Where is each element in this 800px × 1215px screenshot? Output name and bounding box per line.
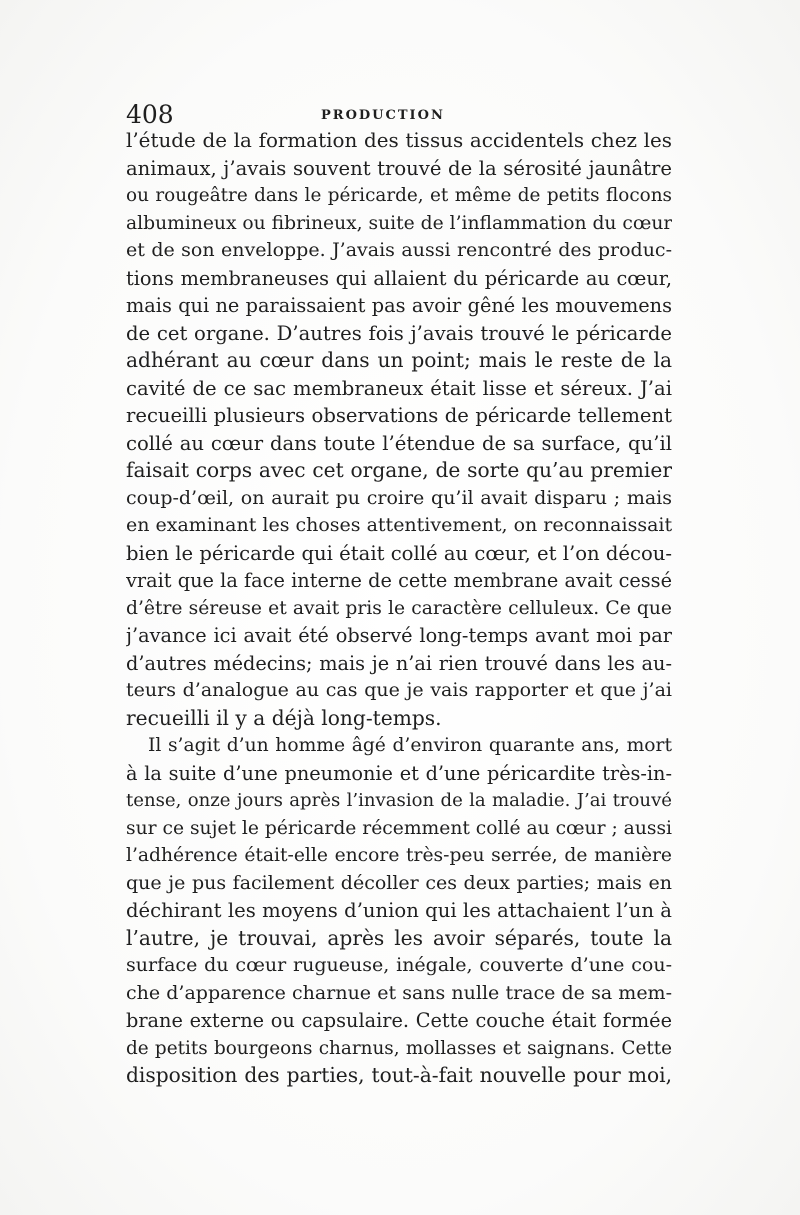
text-line: que je pus facilement décoller ces deux parties; mais en <box>126 871 672 894</box>
text-line: de cet organe. D’autres fois j’avais trouvé le péricarde <box>126 321 672 345</box>
text-line: vrait que la face interne de cette membrane avait cessé <box>126 569 672 592</box>
text-line: et de son enveloppe. J’avais aussi rencontré des produc- <box>126 239 672 261</box>
running-title: PRODUCTION <box>321 108 445 123</box>
paragraph-start-line: Il s’agit d’un homme âgé d’environ quarante ans, mort <box>148 735 672 756</box>
text-line: surface du cœur rugueuse, inégale, couverte d’une cou- <box>126 954 672 976</box>
body-text <box>126 127 672 1090</box>
text-line: ou rougeâtre dans le péricarde, et même de petits flocons <box>126 185 672 206</box>
text-line: d’être séreuse et avait pris le caractère celluleux. Ce que <box>126 597 672 619</box>
text-line: à la suite d’une pneumonie et d’une péricardite très-in- <box>126 761 672 785</box>
text-line: albumineux ou fibrineux, suite de l’inflammation du cœur <box>126 212 672 234</box>
page-number: 408 <box>126 100 174 129</box>
paragraph-end-line: recueilli il y a déjà long-temps. <box>126 705 442 730</box>
text-line: recueilli plusieurs observations de péricarde tellement <box>126 404 672 427</box>
text-line: déchirant les moyens d’union qui les attachaient l’un à <box>126 899 672 922</box>
text-line: coup-d’œil, on aurait pu croire qu’il avait disparu ; mais <box>126 486 672 509</box>
text-line: faisait corps avec cet organe, de sorte qu’au premier <box>126 458 672 482</box>
text-line: en examinant les choses attentivement, on reconnaissait <box>126 514 672 536</box>
text-line: l’adhérence était-elle encore très-peu serrée, de manière <box>126 845 672 866</box>
text-line: teurs d’analogue au cas que je vais rapporter et que j’ai <box>126 679 672 701</box>
text-line: che d’apparence charnue et sans nulle trace de sa mem- <box>126 981 672 1004</box>
text-line: tions membraneuses qui allaient du péricarde au cœur, <box>126 266 672 290</box>
text-line: l’étude de la formation des tissus accidentels chez les <box>126 129 672 152</box>
text-line: tense, onze jours après l’invasion de la maladie. J’ai trouvé <box>126 790 672 811</box>
text-line: bien le péricarde qui était collé au cœur, et l’on décou- <box>126 541 672 565</box>
text-line: de petits bourgeons charnus, mollasses et saignans. Cette <box>126 1037 672 1059</box>
text-line: animaux, j’avais souvent trouvé de la sérosité jaunâtre <box>126 156 672 180</box>
text-line: l’autre, je trouvai, après les avoir séparés, toute la <box>126 925 672 950</box>
text-line: d’autres médecins; mais je n’ai rien trouvé dans les au- <box>126 651 672 675</box>
text-line: cavité de ce sac membraneux était lisse et séreux. J’ai <box>126 376 672 400</box>
text-line: adhérant au cœur dans un point; mais le reste de la <box>126 348 672 372</box>
text-line: j’avance ici avait été observé long-temps avant moi par <box>126 624 672 647</box>
text-line: mais qui ne paraissaient pas avoir gêné les mouvemens <box>126 294 672 317</box>
text-line: collé au cœur dans toute l’étendue de sa surface, qu’il <box>126 431 672 455</box>
text-line: disposition des parties, tout-à-fait nouvelle pour moi, <box>126 1063 672 1087</box>
text-line: sur ce sujet le péricarde récemment collé au cœur ; aussi <box>126 817 672 839</box>
text-line: brane externe ou capsulaire. Cette couche était formée <box>126 1009 672 1032</box>
